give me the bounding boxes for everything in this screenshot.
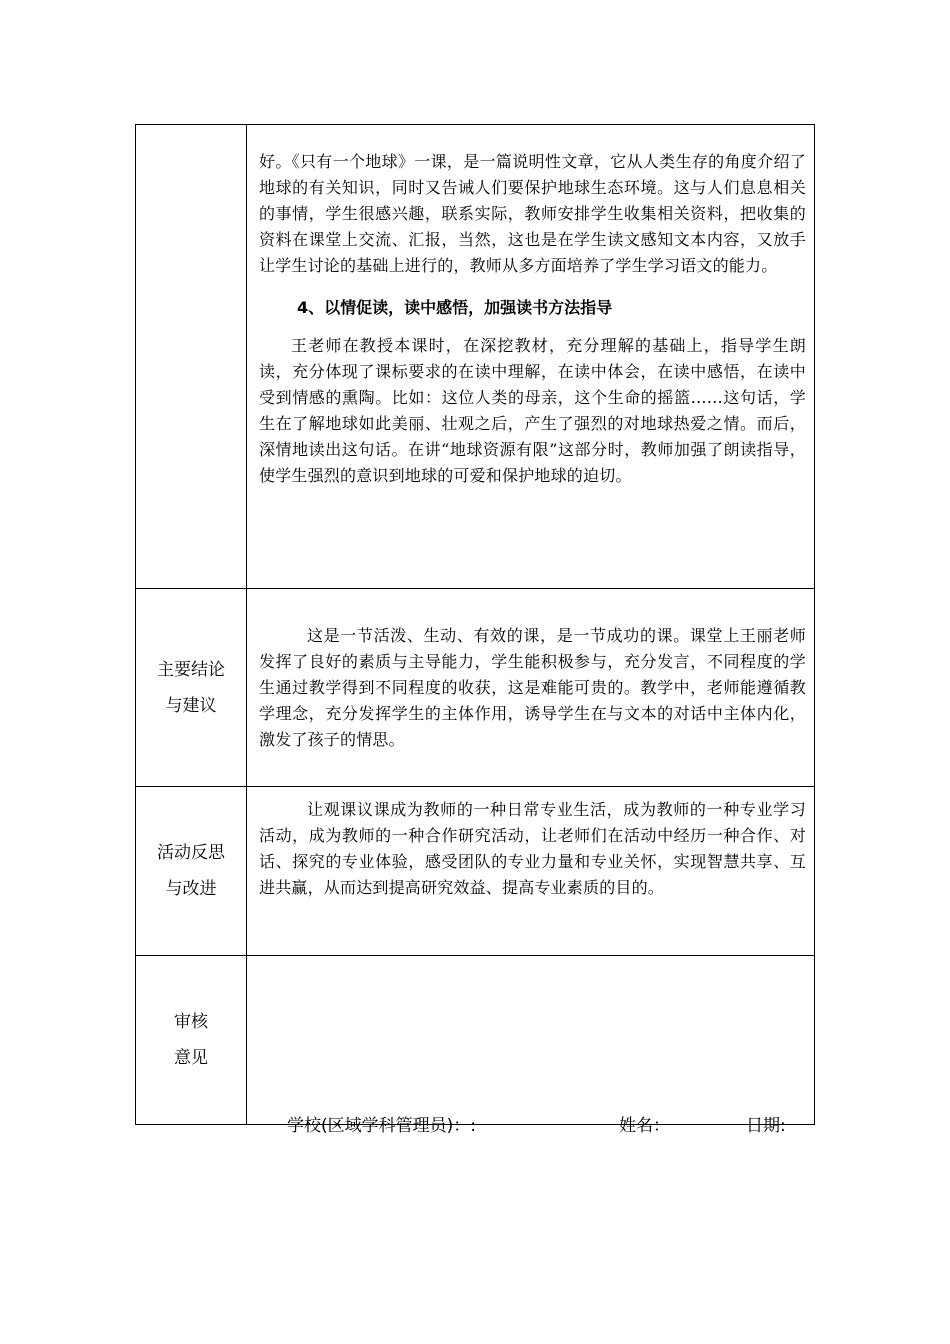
date-label: 日期: <box>746 1116 786 1136</box>
reflection-label-line2: 与改进 <box>165 879 217 899</box>
continued-paragraph: 好。《只有一个地球》一课，是一篇说明性文章，它从人类生存的角度介绍了地球的有关知识，同时又告诫人们要保护地球生态环境。这与人们息息相关的事情，学生很感兴趣，联系实际，教师安排学生收集相关资料，把收集的资料在课堂上交流、汇报，当然，这也是在学生读文感知文本内容，又放手让学生讨论的基础上进行的，教师从多方面培养了学生学习语文的能力。 <box>259 152 806 275</box>
reflection-label-cell <box>136 787 247 956</box>
row-conclusions <box>136 589 815 787</box>
reflection-content-cell <box>247 787 815 956</box>
review-cell-inner <box>259 956 806 1136</box>
review-label-line1: 审核 <box>174 1012 208 1032</box>
reflection-text: 让观课议课成为教师的一种日常专业生活，成为教师的一种专业学习活动，成为教师的一种合作研究活动，让老师们在活动中经历一种合作、对话、探究的专业体验，感受团队的专业力量和专业关怀，实现智慧共享、互进共赢，从而达到提高研究效益、提高专业素质的目的。 <box>259 800 806 897</box>
row-review <box>136 956 815 1125</box>
row1-content-cell <box>247 125 815 589</box>
section-heading-4: 4、以情促读，读中感悟，加强读书方法指导 <box>297 298 613 317</box>
row-reflection <box>136 787 815 956</box>
row1-label-cell <box>136 125 247 589</box>
name-label: 姓名： <box>619 1116 670 1136</box>
review-content-cell <box>247 956 815 1136</box>
reading-guidance-paragraph: 王老师在教授本课时，在深挖教材，充分理解的基础上，指导学生朗读，充分体现了课标要求的在读中理解，在读中体会，在读中感悟，在读中受到情感的熏陶。比如：这位人类的母亲，这个生命的摇篮……这句话，学生在了解地球如此美丽、壮观之后，产生了强烈的对地球热爱之情。而后，深情地读出这句话。在讲“地球资源有限”这部分时，教师加强了朗读指导，使学生强烈的意识到地球的可爱和保护地球的迫切。 <box>259 336 806 485</box>
evaluation-form-table <box>135 124 815 1136</box>
conclusions-content-cell <box>247 589 815 787</box>
review-label-cell <box>136 956 247 1125</box>
review-label-line2: 意见 <box>174 1048 208 1068</box>
conclusions-label-line1: 主要结论 <box>157 659 225 680</box>
school-label: 学校(区域学科管理员)：: <box>287 1116 476 1136</box>
conclusions-label-cell <box>136 589 247 787</box>
reflection-label-line1: 活动反思 <box>157 843 225 863</box>
conclusions-label-line2: 与建议 <box>165 695 217 716</box>
conclusions-text: 这是一节活泼、生动、有效的课，是一节成功的课。课堂上王丽老师发挥了良好的素质与主导能力，学生能积极参与，充分发言，不同程度的学生通过教学得到不同程度的收获，这是难能可贵的。教学中，老师能遵循教学理念，充分发挥学生的主体作用，诱导学生在与文本的对话中主体内化，激发了孩子的情思。 <box>259 626 806 749</box>
row-continued-content <box>136 125 815 589</box>
